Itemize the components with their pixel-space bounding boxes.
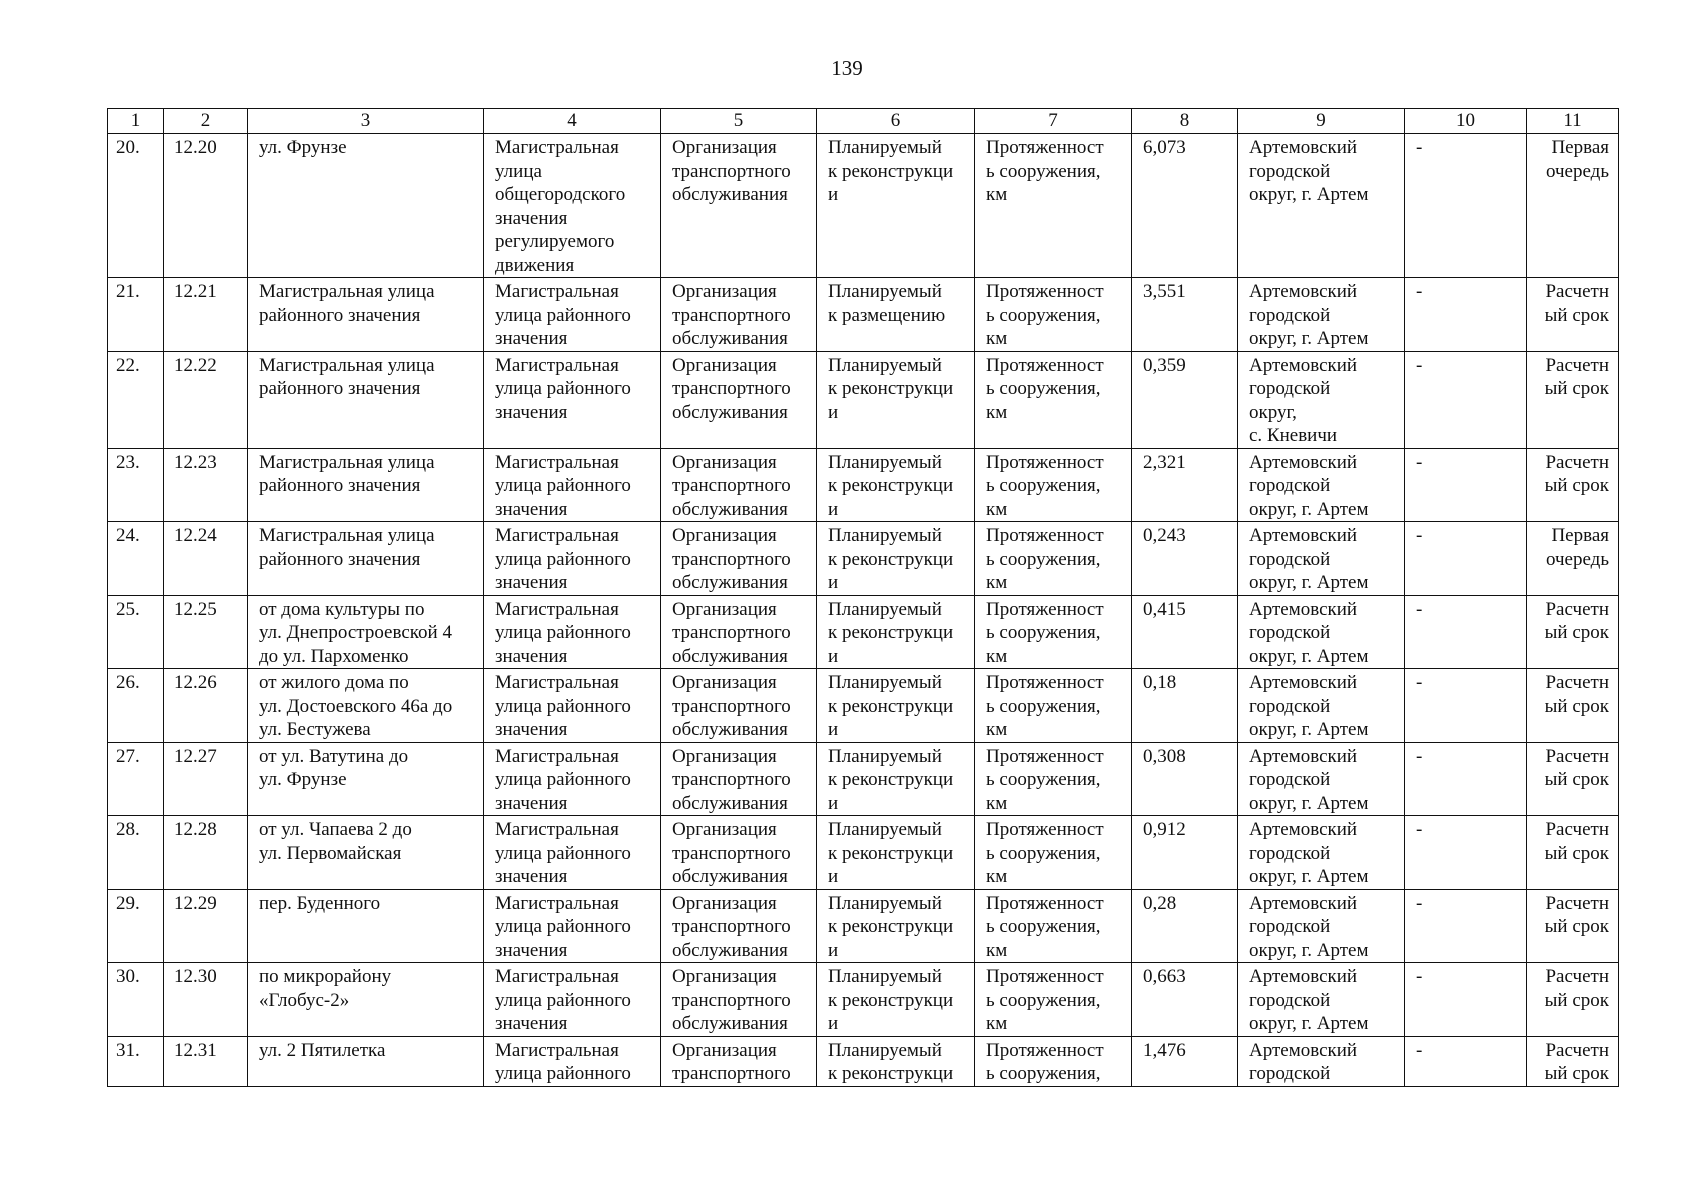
object-type-cell [484, 351, 661, 448]
value-text: 3,551 [1143, 281, 1186, 302]
column-header: 3 [248, 109, 484, 134]
row-number-text: 29. [116, 892, 140, 914]
implementation-term-cell [1527, 963, 1619, 1037]
status-text: Планируемый к реконструкци и [828, 819, 954, 887]
object-type-text: Магистральная улица районного значения [495, 451, 631, 520]
status-cell [817, 669, 975, 743]
value-cell [1132, 278, 1238, 352]
object-type-text: Магистральная улица районного значения [495, 354, 631, 423]
characteristic-cell [975, 889, 1132, 963]
value-text: 2,321 [1143, 451, 1186, 473]
implementation-term-text: Расчетн ый срок [1544, 819, 1609, 864]
object-name-cell [248, 816, 484, 890]
table-row [108, 1036, 1619, 1086]
zone-cell [1405, 595, 1527, 669]
zone-text: - [1416, 598, 1423, 620]
value-cell [1132, 669, 1238, 743]
row-number-cell [108, 134, 164, 278]
item-code-text: 12.26 [174, 672, 217, 693]
zone-text: - [1416, 525, 1423, 546]
status-text: Планируемый к реконструкци и [828, 672, 954, 740]
implementation-term-text: Первая очередь [1545, 137, 1609, 182]
status-cell [817, 595, 975, 669]
object-name-text: от ул. Ватутина до ул. Фрунзе [259, 745, 409, 790]
zone-text: - [1416, 745, 1423, 767]
table-row [108, 669, 1619, 743]
location-text: Артемовский городской округ, г. Артем [1249, 137, 1369, 205]
implementation-term-text: Расчетн ый срок [1544, 354, 1609, 399]
item-code-cell [164, 963, 248, 1037]
column-header: 8 [1132, 109, 1238, 134]
value-text: 6,073 [1143, 137, 1186, 158]
object-type-text: Магистральная улица районного значения [495, 525, 631, 593]
implementation-term-cell [1527, 742, 1619, 816]
value-text: 1,476 [1143, 1039, 1186, 1061]
implementation-term-cell [1527, 669, 1619, 743]
zone-cell [1405, 669, 1527, 743]
column-header: 5 [661, 109, 817, 134]
location-cell [1238, 134, 1405, 278]
characteristic-cell [975, 448, 1132, 522]
value-text: 0,359 [1143, 354, 1186, 376]
characteristic-cell [975, 963, 1132, 1037]
zone-cell [1405, 963, 1527, 1037]
characteristic-text: Протяженност ь сооружения, км [986, 892, 1104, 961]
object-name-text: Магистральная улица районного значения [259, 354, 435, 399]
status-text: Планируемый к реконструкци и [828, 745, 954, 814]
location-text: Артемовский городской округ, г. Артем [1249, 598, 1369, 667]
row-number-cell [108, 278, 164, 352]
row-number-text: 26. [116, 672, 140, 693]
implementation-term-cell [1527, 889, 1619, 963]
purpose-text: Организация транспортного обслуживания [672, 819, 791, 887]
zone-cell [1405, 278, 1527, 352]
item-code-text: 12.23 [174, 451, 217, 473]
value-cell [1132, 889, 1238, 963]
column-header: 4 [484, 109, 661, 134]
item-code-text: 12.31 [174, 1039, 217, 1061]
object-name-text: от жилого дома по ул. Достоевского 46а до ул. Бестужева [259, 672, 453, 740]
characteristic-cell [975, 522, 1132, 596]
object-type-cell [484, 963, 661, 1037]
column-header: 6 [817, 109, 975, 134]
status-cell [817, 134, 975, 278]
status-text: Планируемый к реконструкци и [828, 525, 954, 593]
object-type-cell [484, 595, 661, 669]
implementation-term-text: Расчетн ый срок [1544, 1039, 1609, 1084]
purpose-cell [661, 669, 817, 743]
row-number-text: 30. [116, 966, 140, 987]
zone-text: - [1416, 892, 1423, 914]
implementation-term-cell [1527, 522, 1619, 596]
column-header: 1 [108, 109, 164, 134]
zone-text: - [1416, 281, 1423, 302]
characteristic-cell [975, 1036, 1132, 1086]
row-number-text: 27. [116, 745, 140, 767]
object-type-cell [484, 742, 661, 816]
status-text: Планируемый к реконструкци и [828, 598, 954, 667]
object-type-text: Магистральная улица районного значения [495, 672, 631, 740]
object-name-text: ул. Фрунзе [259, 137, 347, 158]
value-cell [1132, 448, 1238, 522]
status-text: Планируемый к размещению [828, 281, 946, 326]
table-row [108, 963, 1619, 1037]
implementation-term-cell [1527, 278, 1619, 352]
item-code-cell [164, 134, 248, 278]
object-type-text: Магистральная улица районного значения [495, 745, 631, 814]
purpose-cell [661, 742, 817, 816]
value-text: 0,28 [1143, 892, 1177, 914]
row-number-cell [108, 669, 164, 743]
item-code-text: 12.30 [174, 966, 217, 987]
object-name-cell [248, 963, 484, 1037]
characteristic-text: Протяженност ь сооружения, км [986, 672, 1104, 740]
purpose-text: Организация транспортного обслуживания [672, 451, 791, 520]
location-text: Артемовский городской округ, г. Артем [1249, 281, 1369, 349]
object-name-cell [248, 278, 484, 352]
status-cell [817, 963, 975, 1037]
table-row [108, 278, 1619, 352]
purpose-text: Организация транспортного обслуживания [672, 892, 791, 961]
page-number: 139 [831, 56, 863, 80]
location-text: Артемовский городской округ, с. Кневичи [1249, 354, 1358, 446]
status-text: Планируемый к реконструкци [828, 1039, 954, 1084]
status-text: Планируемый к реконструкци и [828, 966, 954, 1034]
table-row [108, 816, 1619, 890]
object-type-cell [484, 522, 661, 596]
row-number-cell [108, 889, 164, 963]
item-code-text: 12.22 [174, 354, 217, 376]
implementation-term-cell [1527, 816, 1619, 890]
characteristic-text: Протяженност ь сооружения, км [986, 525, 1104, 593]
purpose-cell [661, 1036, 817, 1086]
object-name-cell [248, 669, 484, 743]
characteristic-text: Протяженност ь сооружения, км [986, 745, 1104, 814]
characteristic-text: Протяженност ь сооружения, км [986, 819, 1104, 887]
object-type-cell [484, 889, 661, 963]
object-type-cell [484, 278, 661, 352]
item-code-text: 12.28 [174, 819, 217, 840]
row-number-cell [108, 351, 164, 448]
characteristic-text: Протяженност ь сооружения, км [986, 451, 1104, 520]
status-cell [817, 522, 975, 596]
item-code-text: 12.25 [174, 598, 217, 620]
implementation-term-text: Расчетн ый срок [1544, 281, 1609, 326]
characteristic-cell [975, 134, 1132, 278]
purpose-cell [661, 595, 817, 669]
characteristic-text: Протяженност ь сооружения, км [986, 354, 1104, 423]
table-row [108, 134, 1619, 278]
zone-cell [1405, 134, 1527, 278]
row-number-cell [108, 1036, 164, 1086]
purpose-cell [661, 134, 817, 278]
implementation-term-cell [1527, 448, 1619, 522]
row-number-cell [108, 742, 164, 816]
purpose-text: Организация транспортного обслуживания [672, 672, 791, 740]
zone-cell [1405, 448, 1527, 522]
item-code-text: 12.20 [174, 137, 217, 158]
purpose-text: Организация транспортного обслуживания [672, 598, 791, 667]
purpose-cell [661, 963, 817, 1037]
location-text: Артемовский городской округ, г. Артем [1249, 672, 1369, 740]
row-number-text: 23. [116, 451, 140, 473]
item-code-text: 12.21 [174, 281, 217, 302]
row-number-text: 21. [116, 281, 140, 302]
object-type-cell [484, 816, 661, 890]
table-row [108, 448, 1619, 522]
column-header: 10 [1405, 109, 1527, 134]
zone-text: - [1416, 966, 1423, 987]
location-text: Артемовский городской [1249, 1039, 1358, 1084]
purpose-text: Организация транспортного обслуживания [672, 525, 791, 593]
purpose-text: Организация транспортного обслуживания [672, 281, 791, 349]
purpose-text: Организация транспортного обслуживания [672, 137, 791, 205]
object-name-cell [248, 351, 484, 448]
row-number-cell [108, 816, 164, 890]
value-text: 0,415 [1143, 598, 1186, 620]
characteristic-cell [975, 351, 1132, 448]
object-name-cell [248, 742, 484, 816]
value-text: 0,308 [1143, 745, 1186, 767]
location-cell [1238, 889, 1405, 963]
status-cell [817, 448, 975, 522]
object-name-cell [248, 1036, 484, 1086]
column-header: 2 [164, 109, 248, 134]
table-row [108, 595, 1619, 669]
value-text: 0,18 [1143, 672, 1177, 693]
location-cell [1238, 963, 1405, 1037]
item-code-text: 12.29 [174, 892, 217, 914]
status-text: Планируемый к реконструкци и [828, 354, 954, 423]
characteristic-cell [975, 742, 1132, 816]
object-type-text: Магистральная улица общегородского значения регулируемого движения [495, 137, 626, 276]
row-number-cell [108, 595, 164, 669]
row-number-text: 24. [116, 525, 140, 546]
table-header-row [108, 109, 1619, 134]
item-code-text: 12.27 [174, 745, 217, 767]
implementation-term-cell [1527, 1036, 1619, 1086]
zone-cell [1405, 1036, 1527, 1086]
item-code-cell [164, 278, 248, 352]
purpose-text: Организация транспортного обслуживания [672, 354, 791, 423]
location-text: Артемовский городской округ, г. Артем [1249, 819, 1369, 887]
zone-cell [1405, 889, 1527, 963]
status-cell [817, 1036, 975, 1086]
row-number-text: 31. [116, 1039, 140, 1061]
item-code-cell [164, 742, 248, 816]
characteristic-cell [975, 595, 1132, 669]
item-code-cell [164, 669, 248, 743]
item-code-cell [164, 889, 248, 963]
object-type-text: Магистральная улица районного значения [495, 819, 631, 887]
location-cell [1238, 816, 1405, 890]
object-type-text: Магистральная улица районного значения [495, 892, 631, 961]
characteristic-cell [975, 669, 1132, 743]
status-text: Планируемый к реконструкци и [828, 451, 954, 520]
item-code-cell [164, 522, 248, 596]
purpose-cell [661, 522, 817, 596]
infrastructure-table [107, 108, 1619, 1087]
row-number-cell [108, 448, 164, 522]
purpose-cell [661, 816, 817, 890]
zone-text: - [1416, 1039, 1423, 1061]
purpose-text: Организация транспортного [672, 1039, 791, 1084]
location-text: Артемовский городской округ, г. Артем [1249, 966, 1369, 1034]
implementation-term-text: Расчетн ый срок [1544, 892, 1609, 937]
item-code-cell [164, 1036, 248, 1086]
characteristic-text: Протяженност ь сооружения, км [986, 281, 1104, 349]
status-cell [817, 816, 975, 890]
purpose-cell [661, 889, 817, 963]
characteristic-cell [975, 816, 1132, 890]
object-name-cell [248, 134, 484, 278]
table-row [108, 889, 1619, 963]
table-row [108, 522, 1619, 596]
implementation-term-cell [1527, 351, 1619, 448]
table-row [108, 351, 1619, 448]
zone-cell [1405, 522, 1527, 596]
zone-cell [1405, 816, 1527, 890]
value-cell [1132, 816, 1238, 890]
row-number-text: 20. [116, 137, 140, 158]
object-name-cell [248, 522, 484, 596]
value-text: 0,243 [1143, 525, 1186, 546]
status-text: Планируемый к реконструкци и [828, 137, 954, 205]
purpose-cell [661, 278, 817, 352]
value-text: 0,912 [1143, 819, 1186, 840]
location-cell [1238, 669, 1405, 743]
value-cell [1132, 963, 1238, 1037]
location-text: Артемовский городской округ, г. Артем [1249, 451, 1369, 520]
object-name-cell [248, 595, 484, 669]
object-type-cell [484, 1036, 661, 1086]
value-cell [1132, 1036, 1238, 1086]
item-code-cell [164, 351, 248, 448]
characteristic-text: Протяженност ь сооружения, [986, 1039, 1104, 1084]
item-code-cell [164, 816, 248, 890]
purpose-text: Организация транспортного обслуживания [672, 966, 791, 1034]
object-name-text: Магистральная улица районного значения [259, 281, 435, 326]
location-cell [1238, 742, 1405, 816]
value-cell [1132, 522, 1238, 596]
object-type-text: Магистральная улица районного значения [495, 598, 631, 667]
implementation-term-cell [1527, 595, 1619, 669]
object-name-text: от дома культуры по ул. Днепростроевской 4 до ул. Пархоменко [259, 598, 452, 667]
table-body [108, 134, 1619, 1087]
purpose-text: Организация транспортного обслуживания [672, 745, 791, 814]
object-name-text: Магистральная улица районного значения [259, 525, 435, 570]
zone-cell [1405, 742, 1527, 816]
zone-text: - [1416, 354, 1423, 376]
implementation-term-text: Расчетн ый срок [1544, 598, 1609, 643]
characteristic-cell [975, 278, 1132, 352]
object-name-text: пер. Буденного [259, 892, 381, 914]
object-name-text: от ул. Чапаева 2 до ул. Первомайская [259, 819, 412, 864]
row-number-cell [108, 963, 164, 1037]
row-number-cell [108, 522, 164, 596]
value-cell [1132, 595, 1238, 669]
object-type-cell [484, 669, 661, 743]
object-name-cell [248, 448, 484, 522]
zone-text: - [1416, 819, 1423, 840]
row-number-text: 22. [116, 354, 140, 376]
zone-cell [1405, 351, 1527, 448]
row-number-text: 25. [116, 598, 140, 620]
location-cell [1238, 278, 1405, 352]
implementation-term-text: Расчетн ый срок [1544, 451, 1609, 496]
purpose-cell [661, 351, 817, 448]
item-code-cell [164, 448, 248, 522]
characteristic-text: Протяженност ь сооружения, км [986, 137, 1104, 205]
location-text: Артемовский городской округ, г. Артем [1249, 525, 1369, 593]
implementation-term-text: Расчетн ый срок [1544, 672, 1609, 717]
value-text: 0,663 [1143, 966, 1186, 987]
zone-text: - [1416, 451, 1423, 473]
value-cell [1132, 134, 1238, 278]
item-code-text: 12.24 [174, 525, 217, 546]
value-cell [1132, 351, 1238, 448]
purpose-cell [661, 448, 817, 522]
object-type-text: Магистральная улица районного значения [495, 281, 631, 349]
object-type-text: Магистральная улица районного значения [495, 966, 631, 1034]
object-name-text: Магистральная улица районного значения [259, 451, 435, 496]
status-cell [817, 742, 975, 816]
location-cell [1238, 448, 1405, 522]
implementation-term-text: Первая очередь [1545, 525, 1609, 570]
object-name-text: по микрорайону «Глобус-2» [259, 966, 392, 1011]
location-cell [1238, 595, 1405, 669]
location-cell [1238, 522, 1405, 596]
object-type-cell [484, 134, 661, 278]
value-cell [1132, 742, 1238, 816]
status-cell [817, 278, 975, 352]
characteristic-text: Протяженност ь сооружения, км [986, 966, 1104, 1034]
zone-text: - [1416, 672, 1423, 693]
location-cell [1238, 351, 1405, 448]
status-cell [817, 889, 975, 963]
object-type-text: Магистральная улица районного [495, 1039, 631, 1084]
object-type-cell [484, 448, 661, 522]
implementation-term-text: Расчетн ый срок [1544, 966, 1609, 1011]
status-cell [817, 351, 975, 448]
location-cell [1238, 1036, 1405, 1086]
column-header: 7 [975, 109, 1132, 134]
object-name-text: ул. 2 Пятилетка [259, 1039, 386, 1061]
object-name-cell [248, 889, 484, 963]
status-text: Планируемый к реконструкци и [828, 892, 954, 961]
zone-text: - [1416, 137, 1423, 158]
row-number-text: 28. [116, 819, 140, 840]
column-header: 9 [1238, 109, 1405, 134]
implementation-term-cell [1527, 134, 1619, 278]
table-row [108, 742, 1619, 816]
characteristic-text: Протяженност ь сооружения, км [986, 598, 1104, 667]
item-code-cell [164, 595, 248, 669]
implementation-term-text: Расчетн ый срок [1544, 745, 1609, 790]
location-text: Артемовский городской округ, г. Артем [1249, 745, 1369, 814]
location-text: Артемовский городской округ, г. Артем [1249, 892, 1369, 961]
column-header: 11 [1527, 109, 1619, 134]
